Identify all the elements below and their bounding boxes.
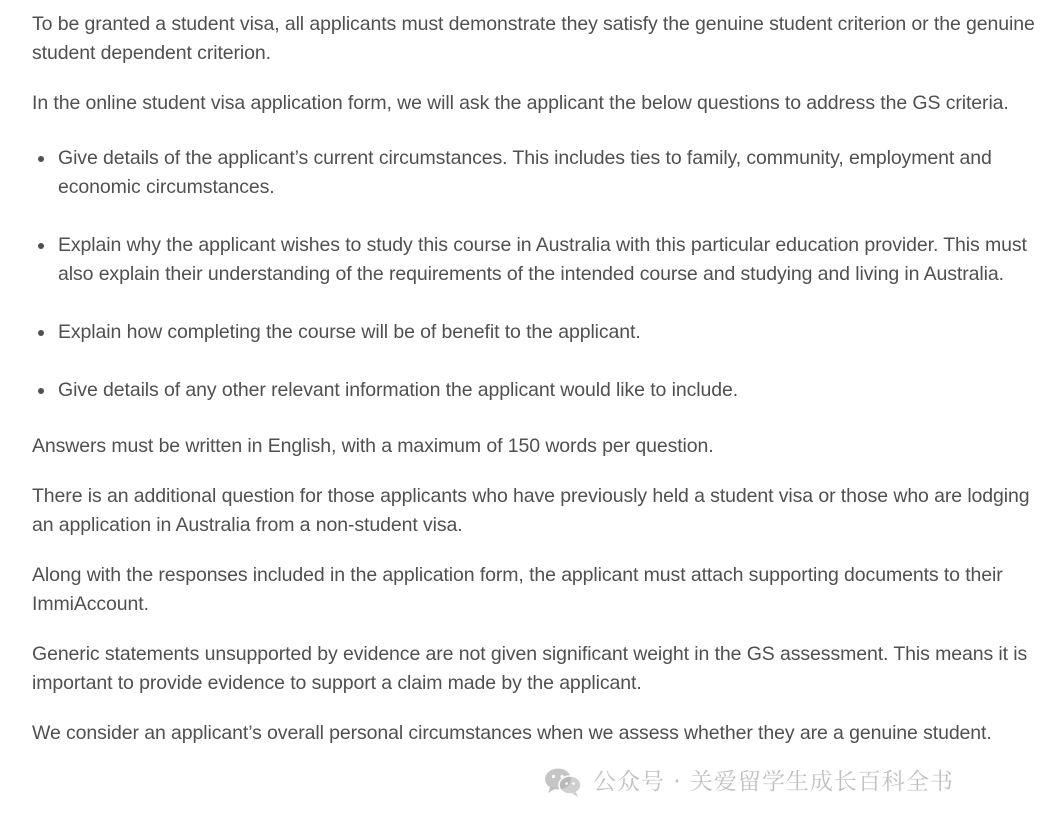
list-item: Give details of any other relevant information the applicant would like to include. [58, 376, 1044, 405]
questions-intro-paragraph: In the online student visa application form, we will ask the applicant the below questions to address the GS criteria. [32, 92, 1009, 114]
list-item: Explain how completing the course will be of benefit to the applicant. [58, 318, 1044, 347]
list-item: Explain why the applicant wishes to study this course in Australia with this particular education provider. This must also explain their understanding of the requirements of the intended course and studying and living in Australia. [58, 231, 1044, 289]
evidence-paragraph: Generic statements unsupported by evidence are not given significant weight in the GS assessment. This means it is important to provide evidence to support a claim made by the applicant. [32, 643, 1028, 694]
supporting-documents-paragraph: Along with the responses included in the application form, the applicant must attach supporting documents to their ImmiAccount. [32, 564, 1003, 615]
additional-question-paragraph: There is an additional question for those applicants who have previously held a student visa or those who are lodging an application in Australia from a non-student visa. [32, 485, 1030, 536]
gs-questions-list [32, 144, 1044, 405]
intro-paragraph: To be granted a student visa, all applicants must demonstrate they satisfy the genuine student criterion or the genuine student dependent criterion. [32, 13, 1035, 64]
list-item: Give details of the applicant’s current circumstances. This includes ties to family, community, employment and economic circumstances. [58, 144, 1044, 202]
watermark-text: 公众号 · 关爱留学生成长百科全书 [593, 768, 954, 795]
word-limit-paragraph: Answers must be written in English, with a maximum of 150 words per question. [32, 435, 714, 457]
wechat-icon [543, 766, 583, 798]
watermark [543, 766, 954, 798]
article-body [32, 10, 1044, 769]
circumstances-paragraph: We consider an applicant’s overall personal circumstances when we assess whether they are a genuine student. [32, 722, 992, 744]
